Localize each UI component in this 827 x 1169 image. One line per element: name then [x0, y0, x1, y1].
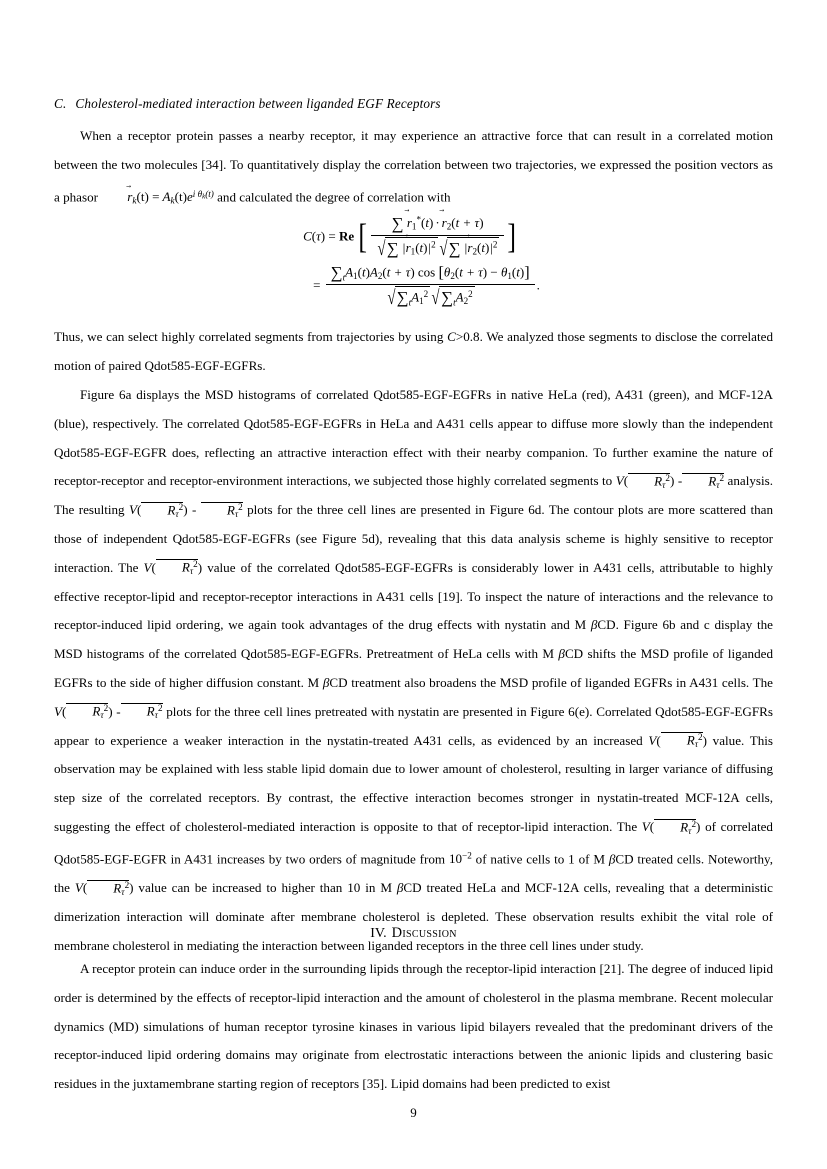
inline-math-vr-6: V( $R_\tau^2$)	[641, 818, 701, 836]
paragraph-2	[54, 323, 773, 381]
equation-line-2: = $\frac{\sum_tA_1(t)A_2(t + \tau) \cos [\theta_2(t + \tau) - \theta_1(t)]}{√\sum_tA_1^2 √\sum_tA_2^2}$ .	[313, 262, 540, 309]
p3-seg14: CD treated HeLa and MCF-12A cells, revealing that a deterministic dimerization interaction will dominate after membrane cholesterol is depleted. These observation results exhibit the vital role of membrane cholesterol in mediating the interaction between liganded receptors in the three cell lines under study.	[54, 879, 773, 953]
equation-line-1: C(τ) = Re [ ∑ $r_1^*(t)$ · $r_2(t + \tau)$ √∑ | $r_1(t)|^2$ √∑ | $r_2(t)|^2$ ]	[303, 214, 517, 260]
inline-math-vr-5: V( $R_\tau^2$)	[648, 732, 707, 750]
section-heading-discussion	[54, 925, 773, 942]
p3-seg13: value can be increased to higher than 10 in M	[133, 879, 397, 895]
inline-math-beta-5: β	[396, 879, 404, 895]
inline-math-vr-4: V( $R_\tau^2) - R_\tau^2$	[54, 703, 163, 721]
p3-seg7: CD treatment also broadens the MSD profile of liganded EGFRs in A431 cells. The	[329, 674, 773, 690]
section-heading-block	[54, 925, 773, 942]
inline-math-correlation-threshold: C>0.8.	[447, 329, 483, 344]
inline-math-vr-7: V( $R_\tau^2$)	[74, 879, 134, 897]
p3-seg6: CD shifts the MSD profile of liganded EGFRs to the side of higher diffusion constant. M	[54, 646, 773, 690]
inline-math-beta-3: β	[322, 674, 330, 690]
p3-seg9: value. This observation may be explained with less stable lipid domain due to lower amount of cholesterol, resulting in larger variance of diffusing step size of the correlated receptors. By contrast, the effective interaction becomes stronger in nystatin-treated MCF-12A cells, suggesting the effect of cholesterol-mediated interaction is opposite to that of receptor-lipid interaction. The	[54, 732, 773, 834]
paragraph-block-4	[54, 955, 773, 1099]
p3-seg1: Figure 6a displays the MSD histograms of correlated Qdot585-EGF-EGFRs in native HeLa (red), A431 (green), and MCF-12A (blue), respectively. The correlated Qdot585-EGF-EGFRs in HeLa and A431 cells appear to diffuse more slowly than the independent Qdot585-EGF-EGFR does, reflecting an attractive interaction effect with their nearby companion. To further examine the nature of receptor-receptor and receptor-environment interactions, we subjected those highly correlated segments to	[54, 387, 773, 489]
paragraph-block-3	[54, 381, 773, 960]
inline-math-phasor: $r_k(t) = A_k(t)e^{i \theta k(t)}$	[127, 188, 214, 206]
subsection-title: Cholesterol-mediated interaction between liganded EGF Receptors	[75, 96, 441, 111]
p3-seg4: value of the correlated Qdot585-EGF-EGFRs is considerably lower in A431 cells, attributable to highly effective receptor-lipid and receptor-receptor interactions in A431 cells [19]. To inspect the nature of interactions and the relevance to receptor-induced lipid ordering, we again took advantages of the drug effects with nystatin and M	[54, 559, 773, 633]
p3-seg3: plots for the three cell lines are presented in Figure 6d. The contour plots are more scattered than those of independent Qdot585-EGF-EGFRs (see Figure 5d), revealing that this data analysis scheme is highly sensitive to receptor interaction. The	[54, 502, 773, 575]
p3-seg2: analysis. The resulting	[54, 473, 774, 518]
p3-seg5: CD. Figure 6b and c display the MSD histograms of the correlated Qdot585-EGF-EGFRs. Pretreatment of HeLa cells with M	[54, 617, 773, 662]
equation-fraction-1: ∑ $r_1^*(t)$ · $r_2(t + \tau)$ √∑ | $r_1(t)|^2$ √∑ | $r_2(t)|^2$	[371, 214, 505, 261]
p2-text: Thus, we can select highly correlated segments from trajectories by using	[54, 329, 448, 344]
equation-fraction-2: $\frac{\sum_tA_1(t)A_2(t + \tau) \cos [\theta_2(t + \tau) - \theta_1(t)]}{√\sum_tA_1^2 √\sum_tA_2^2}$	[326, 263, 535, 310]
inline-math-beta-1: β	[590, 617, 598, 633]
p2-text-rest: We analyzed those segments to disclose the correlated motion of paired Qdot585-EGF-EGFRs.	[54, 329, 773, 373]
inline-math-vr-1: V( $R_\tau^2) - R_\tau^2$	[615, 473, 725, 490]
paragraph-1	[54, 122, 773, 215]
p4-text: A receptor protein can induce order in the surrounding lipids through the receptor-lipid interaction [21]. The degree of induced lipid order is determined by the effects of receptor-lipid interaction and the amount of cholesterol in the plasma membrane. Recent molecular dynamics (MD) simulations of human receptor tyrosine kinases in various lipid bilayers revealed that the predominant drivers of the receptor-induced lipid ordering domains may originate from electrostatic interactions between the anionic lipids and clustering basic residues in the juxtamembrane starting region of receptors [35]. Lipid domains had been predicted to exist	[54, 961, 773, 1092]
subsection-letter: C.	[54, 96, 67, 111]
inline-math-ten-power: $10^{-2}$	[448, 850, 472, 867]
paragraph-3	[54, 381, 773, 960]
inline-math-beta-2: β	[558, 646, 565, 662]
p1-text-part2: and calculated the degree of correlation with	[213, 188, 451, 204]
inline-math-vr-2: V( $R_\tau^2) - R_\tau^2$	[129, 501, 243, 519]
p3-seg12: CD treated cells. Noteworthy, the	[54, 851, 773, 895]
p3-seg8: plots for the three cell lines pretreated with nystatin are presented in Figure 6(e). Correlated Qdot585-EGF-EGFRs appear to experience a weaker interaction in the nystatin-treated A431 cells, as evidenced by an increased	[54, 703, 773, 748]
display-equation	[54, 214, 773, 310]
section-title: Discussion	[391, 925, 457, 941]
page-number: 9	[410, 1105, 417, 1120]
paragraph-4	[54, 955, 773, 1099]
inline-math-vr-3: V( $R_\tau^2$)	[143, 559, 203, 577]
inline-math-beta-4: β	[608, 851, 616, 867]
p3-seg11: of native cells to 1 of M	[471, 851, 609, 867]
p1-text-part1: When a receptor protein passes a nearby receptor, it may experience an attractive force that can result in a correlated motion between the two molecules [34]. To quantitatively display the correlation between two trajectories, we expressed the position vectors as a phasor	[54, 128, 773, 204]
subsection-heading	[54, 96, 441, 112]
paragraph-block-1	[54, 122, 773, 215]
section-numeral: IV.	[370, 926, 387, 941]
document-page	[54, 0, 773, 1169]
p3-seg10: of correlated Qdot585-EGF-EGFR in A431 increases by two orders of magnitude from	[54, 818, 773, 867]
paragraph-block-2	[54, 323, 773, 381]
